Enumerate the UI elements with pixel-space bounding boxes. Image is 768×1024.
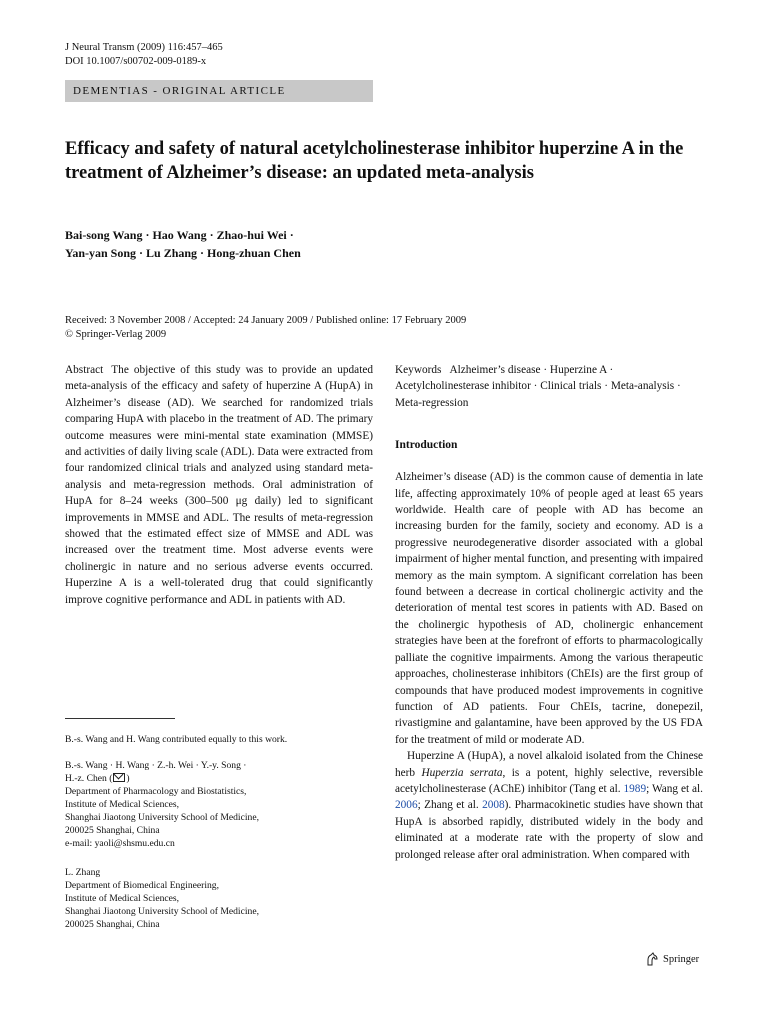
- affiliation-2-name: L. Zhang: [65, 867, 101, 878]
- introduction-paragraph-1: Alzheimer’s disease (AD) is the common cause of dementia in late life, affecting approximately 10% of people aged at least 65 years worldwide. Health care of people with AD has become an increasing burden for the family, society and economy. AD is a progressive neurodegenerative disorder associated with a global impairment of higher mental function, and presenting with impaired memory as the main symptom. A significant correlation has been found between a decrease in cortical cholinergic activity and the deterioration of mental test scores in patients with AD. Based on the cholinergic hypothesis of AD, cholinergic enhancement strategies have been at the forefront of efforts to pharmacologically palliate the cognitive impairments. Among the various therapeutic approaches, cholinesterase inhibitors (ChEIs) are the first group of compounds that have produced modest improvements in cognitive function of AD patients. Four ChEIs, tacrine, donepezil, rivastigmine and galantamine, have been approved by the US FDA for the treatment of mild or moderate AD.: [395, 471, 703, 746]
- affiliation-1-line: 200025 Shanghai, China: [65, 825, 160, 836]
- abstract: [65, 362, 373, 608]
- affiliation-1: [65, 759, 259, 850]
- introduction-paragraph-2: Huperzine A (HupA), a novel alkaloid isolated from the Chinese herb Huperzia serrata, is a potent, highly selective, reversible acetylcholinesterase (AChE) inhibitor (Tang et al. 1989; Wang et al. 2006; Zhang et al. 2008). Pharmacokinetic studies have shown that HupA is absorbed rapidly, distributed widely in the body and eliminated at a moderate rate with the property of slow and prolonged release after oral administration. When compared with: [395, 750, 704, 861]
- affiliation-1-line: Shanghai Jiaotong University School of Medicine,: [65, 812, 259, 823]
- abstract-text: The objective of this study was to provide an updated meta-analysis of the efficacy and safety of huperzine A (HupA) in Alzheimer’s disease (AD). We searched for randomized trials comparing HupA with placebo in the treatment of AD. The primary outcome measures were mini-mental state examination (MMSE) and activities of daily living scale (ADL). Data were extracted from four randomized clinical trials and analyzed using standard meta-analysis and meta-regression methods. Oral administration of HupA for 8–24 weeks (300–500 μg daily) led to significant improvements in MMSE and ADL. The results of meta-regression showed that the estimated effect size of MMSE and ADL was increased over the treatment time. Most adverse events were cholinergic in nature and no serious adverse events occurred. Huperzine A is a well-tolerated drug that could significantly improve cognitive performance and ADL in patients with AD.: [65, 364, 373, 606]
- article-title: Efficacy and safety of natural acetylcholinesterase inhibitor huperzine A in the treatment of Alzheimer’s disease: an updated meta-analysis: [65, 139, 684, 183]
- affiliation-2-line: Shanghai Jiaotong University School of Medicine,: [65, 906, 259, 917]
- footnote-divider: [65, 718, 175, 719]
- journal-meta: [65, 41, 223, 69]
- publication-history: [65, 314, 466, 342]
- envelope-icon: [113, 773, 125, 782]
- affiliation-1-line: Department of Pharmacology and Biostatistics,: [65, 786, 247, 797]
- journal-citation: J Neural Transm (2009) 116:457–465: [65, 42, 223, 53]
- affiliation-1-line: Institute of Medical Sciences,: [65, 799, 180, 810]
- citation-link[interactable]: 2006: [395, 799, 418, 812]
- affiliation-2-line: Department of Biomedical Engineering,: [65, 880, 219, 891]
- introduction-heading: Introduction: [395, 439, 458, 452]
- copyright: © Springer-Verlag 2009: [65, 329, 167, 340]
- section-banner: DEMENTIAS - ORIGINAL ARTICLE: [65, 80, 373, 102]
- species-name: Huperzia serrata: [421, 766, 503, 779]
- keywords-label: Keywords: [395, 364, 442, 376]
- affiliation-2-line: 200025 Shanghai, China: [65, 919, 160, 930]
- right-column: [395, 362, 703, 863]
- affiliation-2: [65, 866, 259, 931]
- affiliation-1-names: B.-s. Wang · H. Wang · Z.-h. Wei · Y.-y. Song ·: [65, 760, 247, 771]
- keywords-text: Alzheimer’s disease · Huperzine A · Acetylcholinesterase inhibitor · Clinical trials · Meta-analysis · Meta-regression: [395, 364, 681, 409]
- keywords: [395, 362, 703, 411]
- publisher-name: Springer: [663, 953, 700, 965]
- abstract-label: Abstract: [65, 364, 104, 376]
- affiliation-2-line: Institute of Medical Sciences,: [65, 893, 180, 904]
- dates-line: Received: 3 November 2008 / Accepted: 24 January 2009 / Published online: 17 February 2009: [65, 315, 467, 326]
- author-list: [65, 226, 301, 262]
- doi: DOI 10.1007/s00702-009-0189-x: [65, 56, 207, 67]
- citation-link[interactable]: 1989: [623, 782, 647, 795]
- corresponding-author: H.-z. Chen ( ): [65, 773, 130, 784]
- springer-horse-icon: [645, 952, 659, 966]
- left-column: [65, 362, 373, 608]
- authors-line-1: Bai-song Wang · Hao Wang · Zhao-hui Wei ·: [65, 228, 294, 242]
- contact-email[interactable]: e-mail: yaoli@shsmu.edu.cn: [65, 838, 175, 849]
- publisher-footer: [645, 952, 699, 966]
- equal-contribution-note: B.-s. Wang and H. Wang contributed equally to this work.: [65, 734, 288, 745]
- citation-link[interactable]: 2008: [482, 799, 505, 812]
- authors-line-2: Yan-yan Song · Lu Zhang · Hong-zhuan Chen: [65, 246, 301, 260]
